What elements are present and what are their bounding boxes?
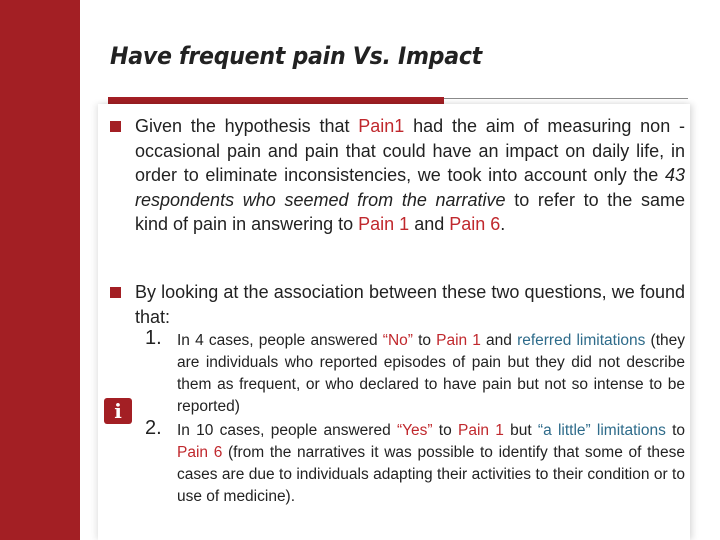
highlighted-text: referred limitations [517, 332, 646, 349]
highlighted-text: Pain1 [358, 116, 405, 136]
text-run: and [480, 332, 518, 349]
item-number: 2. [145, 417, 162, 439]
text-run: In 4 cases, people answered [177, 332, 383, 349]
text-run: to [412, 332, 437, 349]
text-run: By looking at the association between these two questions, we found that: [135, 282, 685, 327]
highlighted-text: “Yes” [396, 422, 433, 439]
square-bullet-icon [110, 121, 121, 132]
text-run: and [409, 214, 450, 234]
list-item-2 [145, 417, 686, 508]
item-text [177, 420, 685, 508]
bullet-text [135, 280, 685, 329]
info-icon: i [104, 398, 132, 424]
highlighted-text: “No” [382, 332, 413, 349]
highlighted-text: Pain 6 [177, 444, 223, 461]
highlighted-text: 43 respondents who seemed from the narrative [135, 165, 685, 210]
bullet-association [110, 280, 685, 329]
highlighted-text: Pain 6 [449, 214, 501, 234]
bullet-text [135, 114, 685, 237]
text-run: but [503, 422, 538, 439]
list-item-1 [145, 327, 685, 418]
square-bullet-icon [110, 287, 121, 298]
highlighted-text: Pain 1 [436, 332, 481, 349]
highlighted-text: “a little” limitations [537, 422, 666, 439]
title-accent-bar [108, 97, 444, 104]
highlighted-text: Pain 1 [358, 214, 410, 234]
text-run: In 10 cases, people answered [177, 422, 397, 439]
text-run: Given the hypothesis that [135, 116, 359, 136]
text-run: . [500, 214, 506, 234]
slide-title: Have frequent pain Vs. Impact [110, 42, 482, 70]
text-run: had the aim of measuring non -occasional pain and pain that could have an impact on daily life, in order to eliminate inconsistencies, we took into account only the [135, 116, 685, 185]
text-run: (from the narratives it was possible to identify that some of these cases are due to individuals adapting their activities to their condition or to use of medicine). [177, 444, 686, 505]
text-run: to [665, 422, 686, 439]
highlighted-text: Pain 1 [457, 422, 504, 439]
item-number: 1. [145, 327, 162, 349]
text-run: to [432, 422, 458, 439]
item-text [177, 330, 685, 418]
accent-sidebar [0, 0, 80, 540]
text-run: to refer to the same kind of pain in answering to [135, 189, 686, 234]
bullet-hypothesis [110, 114, 685, 237]
text-run: (they are individuals who reported episodes of pain but they did not describe them as frequent, or who declared to have pain but not so intense to be reported) [177, 332, 685, 415]
